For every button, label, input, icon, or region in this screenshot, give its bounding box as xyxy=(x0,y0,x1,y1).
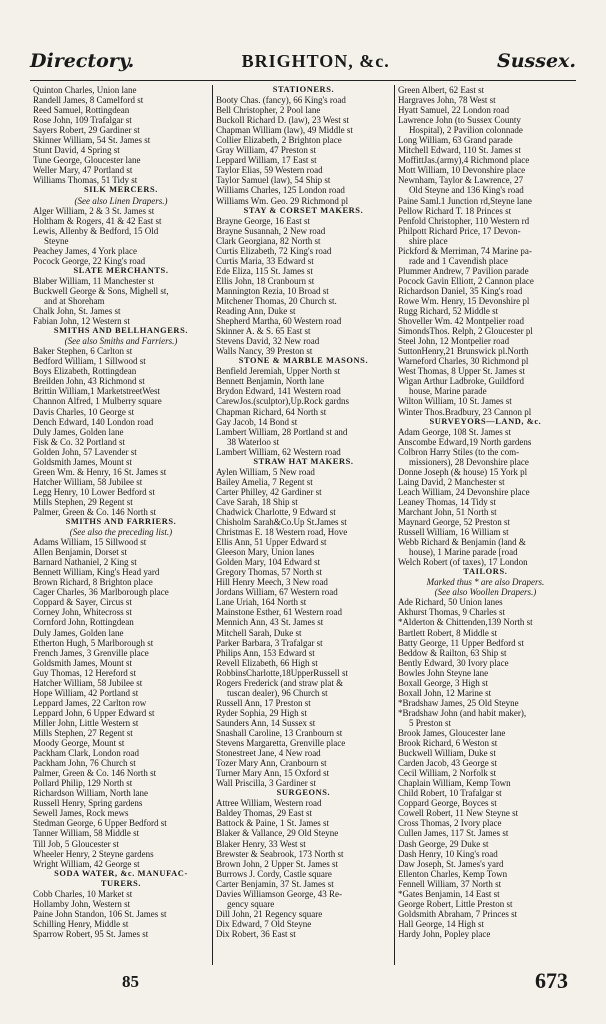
directory-entry: Wigan Arthur Ladbroke, Guildford xyxy=(397,376,525,387)
directory-entry: Aylen William, 5 New road xyxy=(215,466,315,477)
directory-entry: Paine Saml.1 Junction rd,Steyne lane xyxy=(397,195,532,206)
directory-entry: Packham John, 76 Church st xyxy=(33,758,136,769)
directory-entry: house, Marine parade xyxy=(408,386,487,397)
directory-entry: Skinner A. & S. 65 East st xyxy=(215,326,311,337)
directory-entry: Brewster & Seabrook, 173 North st xyxy=(215,848,344,859)
directory-entry: Hollamby John, Western st xyxy=(33,898,131,909)
directory-entry: Ellis John, 18 Cranbourn st xyxy=(215,275,315,286)
directory-entry: Sparrow Robert, 95 St. James st xyxy=(33,928,149,939)
directory-entry: house), 1 Marine parade [road xyxy=(408,547,518,558)
directory-entry: Bennett Benjamin, North lane xyxy=(215,376,324,387)
directory-entry: Christmas E. 18 Western road, Hove xyxy=(215,527,348,538)
directory-entry: Williams Thomas, 51 Tidy st xyxy=(33,175,138,186)
directory-entry: Collier Elizabeth, 2 Brighton place xyxy=(215,135,342,146)
directory-entry: *Bradshaw John (and habit maker), xyxy=(397,707,527,718)
directory-entry: SuttonHenry,21 Brunswick pl.North xyxy=(397,346,529,357)
directory-entry: Jordans William, 67 Western road xyxy=(215,587,338,598)
directory-entry: Fabian John, 12 Western st xyxy=(33,316,130,327)
directory-entry: Ellenton Charles, Kemp Town xyxy=(397,868,508,879)
directory-entry: Buckwell George & Sons, Mighell st, xyxy=(33,285,169,296)
directory-entry: Chapman William (law), 49 Middle st xyxy=(215,125,353,136)
directory-entry: Revell Elizabeth, 66 High st xyxy=(215,657,318,668)
directory-entry: Russell William, 16 William st xyxy=(397,527,509,538)
directory-entry: Cullen James, 117 St. James st xyxy=(397,828,509,839)
directory-entry: Benfield Jeremiah, Upper North st xyxy=(215,366,341,377)
section-heading: TURERS. xyxy=(100,878,142,888)
header-right-title: Sussex. xyxy=(497,50,576,72)
directory-entry: Reed Samuel, Rottingdean xyxy=(33,105,130,116)
directory-entry: Goldsmith Abraham, 7 Princes st xyxy=(397,908,518,919)
section-note: (See also the preceding list.) xyxy=(69,527,173,538)
directory-entry: Green Albert, 62 East st xyxy=(397,85,485,95)
directory-entry: *Gates Benjamin, 14 East st xyxy=(397,888,500,899)
directory-columns xyxy=(30,85,576,965)
directory-entry: Richardson William, North lane xyxy=(33,788,148,799)
directory-entry: Hill Henry Meech, 3 New road xyxy=(215,577,328,588)
directory-entry: shire place xyxy=(408,235,448,246)
directory-entry: Shepherd Martha, 60 Western road xyxy=(215,316,342,327)
directory-entry: Blaker Henry, 33 West st xyxy=(215,838,306,849)
directory-entry: Sewell James, Rock mews xyxy=(33,808,129,819)
directory-entry: Webb Richard & Benjamin (land & xyxy=(397,537,526,548)
directory-entry: Duly James, Golden lane xyxy=(33,627,124,638)
directory-entry: Bedford William, 1 Sillwood st xyxy=(33,356,146,367)
directory-entry: Mills Stephen, 29 Regent st xyxy=(33,496,133,507)
directory-entry: missioners), 28 Devonshire place xyxy=(408,456,529,467)
directory-entry: Boxall John, 12 Marine st xyxy=(397,687,492,698)
directory-entry: French James, 3 Grenville place xyxy=(33,647,149,658)
directory-entry: Penfold Christopher, 110 Western rd xyxy=(397,215,530,226)
directory-entry: Till Job, 5 Gloucester st xyxy=(33,838,119,849)
directory-entry: Anscombe Edward,19 North gardens xyxy=(397,436,532,447)
directory-entry: West Thomas, 8 Upper St. James st xyxy=(397,366,526,377)
directory-entry: Lawrence John (to Sussex County xyxy=(397,115,521,126)
directory-entry: Long William, 63 Grand parade xyxy=(397,135,513,146)
directory-entry: Skinner William, 54 St. James st xyxy=(33,135,151,146)
directory-entry: Williams Charles, 125 London road xyxy=(215,185,345,196)
directory-entry: Pellow Richard T. 18 Princes st xyxy=(397,205,512,216)
directory-entry: Richardson Daniel, 35 King's road xyxy=(397,285,523,296)
directory-entry: Alger William, 2 & 3 St. James st xyxy=(33,205,155,216)
directory-entry: Brook James, Gloucester lane xyxy=(397,728,506,738)
directory-entry: Cecil William, 2 Norfolk st xyxy=(397,768,497,779)
directory-entry: *Alderton & Chittenden,139 North st xyxy=(397,617,533,628)
directory-entry: Hope William, 42 Portland st xyxy=(33,687,139,698)
directory-entry: tuscan dealer), 96 Church st xyxy=(226,687,328,698)
directory-entry: Cornford John, Rottingdean xyxy=(33,617,134,628)
directory-entry: Mitchell Sarah, Duke st xyxy=(215,627,302,638)
directory-entry: CarewJos.(sculptor),Up.Rock gardns xyxy=(215,396,349,407)
directory-entry: Etherton Hugh, 5 Marlborough st xyxy=(33,637,154,648)
directory-entry: Cobb Charles, 10 Market st xyxy=(33,888,133,899)
directory-entry: Rose John, 109 Trafalgar st xyxy=(33,115,132,126)
directory-entry: Batty George, 11 Upper Bedford st xyxy=(397,637,524,648)
directory-entry: Hardy John, Popley place xyxy=(397,928,491,939)
section-heading: SURGEONS. xyxy=(276,788,331,798)
directory-entry: Hospital), 2 Pavilion colonnade xyxy=(408,125,523,136)
directory-entry: Winter Thos.Bradbury, 23 Cannon pl xyxy=(397,406,532,417)
directory-entry: Guy Thomas, 12 Hereford st xyxy=(33,667,137,678)
directory-entry: Brook Richard, 6 Weston st xyxy=(397,738,498,749)
section-note: (See also Smiths and Farriers.) xyxy=(64,336,178,347)
directory-entry: Newnham, Taylor & Lawrence, 27 xyxy=(397,175,524,186)
footer-page-number-left: 85 xyxy=(122,972,139,991)
directory-entry: Bell Christopher, 2 Pool lane xyxy=(215,105,321,116)
directory-entry: Bailey Amelia, 7 Regent st xyxy=(215,476,313,487)
directory-entry: Chaplain William, Kemp Town xyxy=(397,778,511,789)
directory-entry: Hatcher William, 58 Jubilee st xyxy=(33,677,143,688)
directory-entry: Beddow & Railton, 63 Ship st xyxy=(397,647,507,658)
directory-entry: Plummer Andrew, 7 Pavilion parade xyxy=(397,265,529,276)
directory-entry: Pollard Philip, 129 North st xyxy=(33,778,133,789)
directory-entry: Reading Ann, Duke st xyxy=(215,306,296,317)
directory-entry: Adam George, 108 St. James st xyxy=(397,426,512,437)
directory-entry: Brown John, 2 Upper St. James st xyxy=(215,858,338,869)
directory-entry: Burrows J. Cordy, Castle square xyxy=(215,868,332,879)
directory-entry: Gray William, 47 Preston st xyxy=(215,145,317,156)
directory-entry: Tozer Mary Ann, Cranbourn st xyxy=(215,758,327,769)
directory-entry: Stunt David, 4 Spring st xyxy=(33,145,120,156)
directory-entry: Walls Nancy, 39 Preston st xyxy=(215,346,313,357)
directory-entry: Brittin William,1 MarketstreetWest xyxy=(33,386,160,397)
directory-entry: Rowe Wm. Henry, 15 Devonshire pl xyxy=(397,295,530,306)
directory-entry: Tune George, Gloucester lane xyxy=(33,155,141,166)
directory-entry: gency square xyxy=(226,898,275,909)
header-left-title: Directory. xyxy=(30,50,135,72)
section-note: (See also Linen Drapers.) xyxy=(74,195,168,206)
directory-entry: Curtis Maria, 33 Edward st xyxy=(215,255,314,266)
directory-entry: 5 Preston st xyxy=(408,717,451,728)
directory-entry: Legg Henry, 10 Lower Bedford st xyxy=(33,486,155,497)
directory-entry: Adams William, 15 Sillwood st xyxy=(33,537,147,548)
page-header xyxy=(30,46,576,76)
directory-entry: Boys Elizabeth, Rottingdean xyxy=(33,366,137,377)
section-heading: SURVEYORS—LAND, &c. xyxy=(429,416,542,426)
directory-entry: Philpott Richard Price, 17 Devon- xyxy=(397,225,521,236)
directory-entry: Moody George, Mount st xyxy=(33,738,125,749)
directory-entry: Pocock George, 22 King's road xyxy=(33,255,146,266)
directory-entry: Brown Richard, 8 Brighton place xyxy=(33,577,153,588)
directory-entry: Randell James, 8 Camelford st xyxy=(33,95,144,106)
directory-entry: Duly James, Golden lane xyxy=(33,426,124,437)
directory-entry: Wright William, 42 George st xyxy=(33,858,140,869)
directory-entry: Mainstone Esther, 61 Western road xyxy=(215,607,342,618)
directory-entry: Russell Ann, 17 Preston st xyxy=(215,697,311,708)
directory-entry: Bowles John Steyne lane xyxy=(397,667,489,678)
section-heading: SODA WATER, &c. MANUFAC- xyxy=(54,868,188,878)
directory-entry: Corney John, Whitecross st xyxy=(33,607,132,618)
directory-entry: Holtham & Rogers, 41 & 42 East st xyxy=(33,215,162,226)
section-heading: TAILORS. xyxy=(463,567,508,577)
directory-entry: Bartlett Robert, 8 Middle st xyxy=(397,627,498,638)
directory-entry: RobbinsCharlotte,18UpperRussell st xyxy=(215,667,348,678)
directory-entry: Fennell William, 37 North st xyxy=(397,878,502,889)
directory-entry: Miller John, Little Western st xyxy=(33,717,139,728)
directory-entry: Akhurst Thomas, 9 Charles st xyxy=(397,607,506,618)
directory-entry: Packham Clark, London road xyxy=(33,748,139,759)
directory-entry: Ede Eliza, 115 St. James st xyxy=(215,265,313,276)
directory-entry: Buckwell William, Duke st xyxy=(397,748,496,759)
directory-entry: Rogers Frederick (and straw plat & xyxy=(215,677,344,688)
directory-entry: Mennich Ann, 43 St. James st xyxy=(215,617,324,628)
section-note: (See also Woollen Drapers.) xyxy=(434,587,537,598)
directory-entry: Hatcher William, 58 Jubilee st xyxy=(33,476,143,487)
directory-entry: Saunders Ann, 14 Sussex st xyxy=(215,717,316,728)
header-center-title: BRIGHTON, &c. xyxy=(241,50,390,71)
directory-entry: Wall Priscilla, 3 Gardiner st xyxy=(215,778,316,789)
directory-entry: Coppard & Sayer, Circus st xyxy=(33,597,132,608)
directory-entry: Mannington Rezia, 10 Broad st xyxy=(215,285,329,296)
directory-entry: Blaber William, 11 Manchester st xyxy=(33,275,154,286)
directory-entry: Williams Wm. Geo. 29 Richmond pl xyxy=(215,195,349,206)
directory-entry: George Robert, Little Preston st xyxy=(397,898,513,909)
directory-entry: Baldey Thomas, 29 East st xyxy=(215,808,313,819)
directory-entry: Marchant John, 51 North st xyxy=(397,506,497,517)
directory-entry: Donne Joseph (& house) 15 York pl xyxy=(397,466,528,477)
directory-entry: Rugg Richard, 52 Middle st xyxy=(397,306,499,317)
directory-entry: Cave Sarah, 18 Ship st xyxy=(215,496,298,507)
directory-entry: Carter Benjamin, 37 St. James st xyxy=(215,878,334,889)
directory-entry: Wilton William, 10 St. James st xyxy=(397,396,512,407)
directory-entry: Wheeler Henry, 2 Steyne gardens xyxy=(33,848,154,859)
directory-entry: Stonestreet Jane, 4 New road xyxy=(215,748,321,759)
section-heading: STAY & CORSET MAKERS. xyxy=(243,205,364,215)
directory-entry: Palmer, Green & Co. 146 North st xyxy=(33,506,157,517)
directory-entry: Dix Edward, 7 Old Steyne xyxy=(215,918,312,929)
directory-entry: Ade Richard, 50 Union lanes xyxy=(397,597,503,608)
section-heading: STRAW HAT MAKERS. xyxy=(253,456,354,466)
directory-entry: Hall George, 14 High st xyxy=(397,918,485,929)
directory-entry: Brayne Susannah, 2 New road xyxy=(215,225,326,236)
directory-entry: Pickford & Merriman, 74 Marine pa- xyxy=(397,245,532,256)
directory-entry: Colbron Harry Stiles (to the com- xyxy=(397,446,520,457)
directory-entry: Stevens Margaretta, Grenville place xyxy=(215,738,346,749)
directory-entry: Blaker & Vallance, 29 Old Steyne xyxy=(215,828,339,839)
directory-entry: Daw Joseph, St. James's yard xyxy=(397,858,504,869)
directory-entry: 38 Waterloo st xyxy=(226,436,280,447)
directory-entry: Mitchener Thomas, 20 Church st. xyxy=(215,295,337,306)
directory-entry: Steel John, 12 Montpelier road xyxy=(397,336,510,347)
column-left xyxy=(30,85,212,965)
column-right xyxy=(394,85,576,965)
directory-entry: Leppard William, 17 East st xyxy=(215,155,317,166)
directory-entry: Brydon Edward, 141 Western road xyxy=(215,386,341,397)
directory-entry: Gleeson Mary, Union lanes xyxy=(215,547,315,558)
directory-entry: Breilden John, 43 Richmond st xyxy=(33,376,145,387)
header-rule xyxy=(30,80,576,81)
directory-entry: and at Shoreham xyxy=(44,295,105,306)
directory-entry: Parker Barbara, 3 Trafalgar st xyxy=(215,637,323,648)
section-heading: STATIONERS. xyxy=(272,85,335,94)
directory-entry: Goldsmith James, Mount st xyxy=(33,456,133,467)
directory-entry: Ryder Sophia, 29 High st xyxy=(215,707,307,718)
directory-entry: Chadwick Charlotte, 9 Edward st xyxy=(215,506,336,517)
section-note: Marked thus * are also Drapers. xyxy=(426,577,545,588)
directory-entry: Brayne George, 16 East st xyxy=(215,215,311,226)
directory-entry: Cowell Robert, 11 New Steyne st xyxy=(397,808,519,819)
directory-entry: Schilling Henry, Middle st xyxy=(33,918,129,929)
section-heading: STONE & MARBLE MASONS. xyxy=(238,356,369,366)
directory-entry: Chalk John, St. James st xyxy=(33,306,121,317)
directory-entry: Mitchell Edward, 110 St. James st xyxy=(397,145,521,156)
directory-entry: Taylor Samuel (law), 54 Ship st xyxy=(215,175,331,186)
directory-entry: Mott William, 10 Devonshire place xyxy=(397,165,526,176)
page-footer xyxy=(30,968,576,998)
directory-entry: Booty Chas. (fancy), 66 King's road xyxy=(215,95,346,106)
directory-entry: Child Robert, 10 Trafalgar st xyxy=(397,788,502,799)
directory-entry: Leppard James, 22 Carlton row xyxy=(33,697,147,708)
directory-entry: Warneford Charles, 30 Richmond pl xyxy=(397,356,529,367)
directory-entry: SimondsThos. Relph, 2 Gloucester pl xyxy=(397,326,533,337)
directory-entry: Taylor Elias, 59 Western road xyxy=(215,165,323,176)
directory-entry: Stevens David, 32 New road xyxy=(215,336,320,347)
directory-entry: Welch Robert (of taxes), 17 London xyxy=(397,557,528,568)
directory-entry: Fisk & Co. 32 Portland st xyxy=(33,436,126,447)
directory-entry: Sayers Robert, 29 Gardiner st xyxy=(33,125,140,136)
directory-entry: rade and 1 Cavendish place xyxy=(408,255,508,266)
directory-entry: Paine John Standon, 106 St. James st xyxy=(33,908,167,919)
section-heading: SLATE MERCHANTS. xyxy=(73,265,169,275)
directory-entry: Boxall George, 3 High st xyxy=(397,677,489,688)
directory-entry: MoffittJas.(army),4 Richmond place xyxy=(397,155,530,166)
directory-entry: Davies Williamson George, 43 Re- xyxy=(215,888,342,899)
column-middle xyxy=(212,85,394,965)
directory-entry: Dix Robert, 36 East st xyxy=(215,928,296,939)
directory-entry: Ellis Ann, 51 Upper Edward st xyxy=(215,537,327,548)
directory-entry: Curtis Elizabeth, 72 King's road xyxy=(215,245,332,256)
directory-entry: Lambert William, 62 Western road xyxy=(215,446,341,457)
directory-entry: Chapman Richard, 64 North st xyxy=(215,406,327,417)
directory-entry: Battock & Paine, 1 St. James st xyxy=(215,818,329,829)
directory-entry: Dench Edward, 140 London road xyxy=(33,416,154,427)
directory-entry: Peachey James, 4 York place xyxy=(33,245,137,256)
directory-entry: Chisholm Sarah&Co.Up St.James st xyxy=(215,517,347,528)
directory-entry: Goldsmith James, Mount st xyxy=(33,657,133,668)
directory-entry: *Bradshaw James, 25 Old Steyne xyxy=(397,697,519,708)
directory-entry: Mills Stephen, 27 Regent st xyxy=(33,728,133,738)
directory-entry: Dash George, 29 Duke st xyxy=(397,838,489,849)
directory-entry: Carter Philley, 42 Gardiner st xyxy=(215,486,322,497)
directory-entry: Lambert William, 28 Portland st and xyxy=(215,426,348,437)
directory-entry: Allen Benjamin, Dorset st xyxy=(33,547,127,558)
directory-entry: Leaney Thomas, 14 Tidy st xyxy=(397,496,497,507)
directory-entry: Leach William, 24 Devonshire place xyxy=(397,486,530,497)
directory-entry: Davis Charles, 10 George st xyxy=(33,406,135,417)
section-heading: SMITHS AND BELLHANGERS. xyxy=(53,326,189,336)
directory-entry: Dill John, 21 Regency square xyxy=(215,908,323,919)
directory-entry: Pocock Gavin Elliott, 2 Cannon place xyxy=(397,275,534,286)
directory-entry: Old Steyne and 136 King's road xyxy=(408,185,524,196)
directory-entry: Leppard John, 6 Upper Edward st xyxy=(33,707,155,718)
directory-entry: Carden Jacob, 43 George st xyxy=(397,758,497,769)
footer-page-number-right: 673 xyxy=(535,968,568,993)
directory-entry: Steyne xyxy=(44,235,69,246)
directory-entry: Dash Henry, 10 King's road xyxy=(397,848,498,859)
directory-entry: Turner Mary Ann, 15 Oxford st xyxy=(215,768,330,779)
directory-entry: Golden John, 57 Lavender st xyxy=(33,446,137,457)
directory-entry: Laing David, 2 Manchester st xyxy=(397,476,505,487)
directory-entry: Palmer, Green & Co. 146 North st xyxy=(33,768,157,779)
directory-entry: Russell Henry, Spring gardens xyxy=(33,798,143,809)
directory-entry: Gay Jacob, 14 Bond st xyxy=(215,416,298,427)
directory-entry: Weller Mary, 47 Portland st xyxy=(33,165,133,176)
directory-entry: Tanner William, 58 Middle st xyxy=(33,828,140,839)
directory-entry: Bennett William, King's Head yard xyxy=(33,567,160,578)
directory-entry: Maynard George, 52 Preston st xyxy=(397,517,511,528)
directory-entry: Gregory Thomas, 57 North st xyxy=(215,567,323,578)
section-heading: SMITHS AND FARRIERS. xyxy=(65,517,177,527)
directory-entry: Hyatt Samuel, 22 London road xyxy=(397,105,510,116)
directory-entry: Bently Edward, 30 Ivory place xyxy=(397,657,509,668)
directory-entry: Clark Georgiana, 82 North st xyxy=(215,235,321,246)
directory-entry: Hargraves John, 78 West st xyxy=(397,95,496,106)
directory-entry: Green Wm. & Henry, 16 St. James st xyxy=(33,466,167,477)
directory-entry: Snashall Caroline, 13 Cranbourn st xyxy=(215,728,343,738)
directory-entry: Buckoll Richard D. (law), 23 West st xyxy=(215,115,350,126)
directory-entry: Attree William, Western road xyxy=(215,798,322,809)
directory-entry: Cross Thomas, 2 Ivory place xyxy=(397,818,502,829)
directory-entry: Quinton Charles, Union lane xyxy=(33,85,137,95)
section-heading: SILK MERCERS. xyxy=(84,185,158,195)
directory-entry: Barnard Nathaniel, 2 King st xyxy=(33,557,137,568)
directory-entry: Shoveller Wm. 42 Montpelier road xyxy=(397,316,524,327)
directory-entry: Lewis, Allenby & Bedford, 15 Old xyxy=(33,225,159,236)
directory-entry: Cager Charles, 36 Marlborough place xyxy=(33,587,169,598)
directory-entry: Stedman George, 6 Upper Bedford st xyxy=(33,818,167,829)
directory-entry: Philips Ann, 153 Edward st xyxy=(215,647,315,658)
directory-entry: Channon Alfred, 1 Mulberry square xyxy=(33,396,162,407)
directory-entry: Lane Uriah, 164 North st xyxy=(215,597,307,608)
directory-entry: Golden Mary, 104 Edward st xyxy=(215,557,321,568)
directory-entry: Coppard George, Boyces st xyxy=(397,798,497,809)
directory-entry: Baker Stephen, 6 Carlton st xyxy=(33,346,133,357)
